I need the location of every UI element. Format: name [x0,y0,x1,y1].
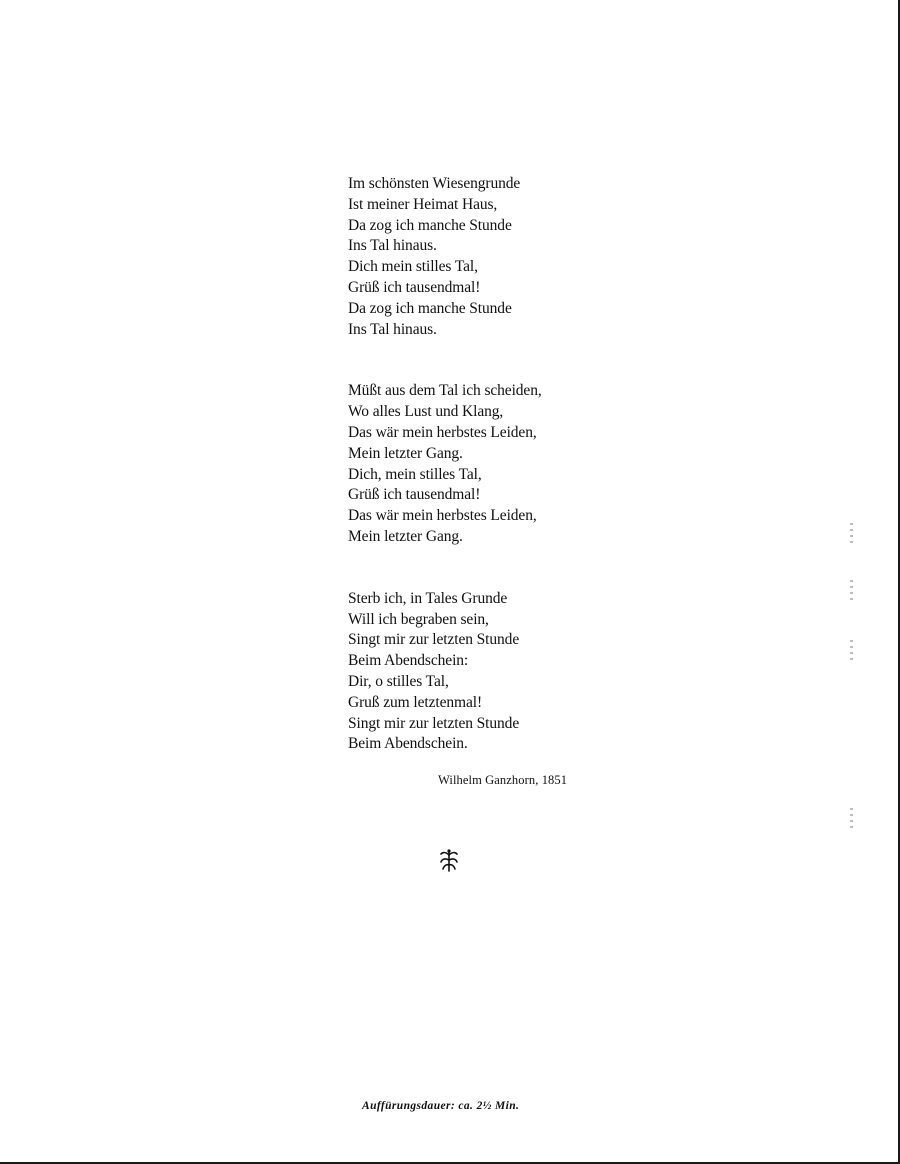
poem-line: Wo alles Lust und Klang, [348,403,504,421]
poem-line: Singt mir zur letzten Stunde [348,631,520,649]
poem-line: Das wär mein herbstes Leiden, [348,423,537,441]
poem-line: Da zog ich manche Stunde [348,216,512,234]
poem-line: Beim Abendschein. [348,735,468,753]
poem-line: Dir, o stilles Tal, [348,672,449,690]
poem-line: Müßt aus dem Tal ich scheiden, [348,382,542,400]
poem-line: Sterb ich, in Tales Grunde [348,589,508,607]
poem-body [348,174,648,796]
poem-line: Das wär mein herbstes Leiden, [348,507,537,525]
poem-line: Ins Tal hinaus. [348,320,437,338]
poem-line: Grüß ich tausendmal! [348,486,481,504]
poem-line: Mein letzter Gang. [348,444,463,462]
poem-line: Ist meiner Heimat Haus, [348,195,498,213]
poem-line: Im schönsten Wiesengrunde [348,175,521,192]
poem-line: Da zog ich manche Stunde [348,299,512,317]
poem-line: Dich mein stilles Tal, [348,258,478,276]
poem-line: Gruß zum letztenmal! [348,693,483,711]
margin-tick-mark [850,580,854,604]
margin-tick-mark [850,640,854,664]
poem-line: Will ich begraben sein, [348,610,489,628]
poem-author: Wilhelm Ganzhorn, 1851 [438,773,568,787]
margin-tick-mark [850,808,854,832]
floral-ornament-icon [437,848,461,874]
poem-line: Grüß ich tausendmal! [348,278,481,296]
margin-tick-mark [850,523,854,547]
stanza-2 [348,381,648,547]
stanza-3 [348,589,648,755]
stanza-1 [348,174,648,340]
poem-line: Singt mir zur letzten Stunde [348,714,520,732]
poem-line: Beim Abendschein: [348,652,469,670]
poem-line: Mein letzter Gang. [348,527,463,545]
poem-line: Dich, mein stilles Tal, [348,465,482,483]
poem-line: Ins Tal hinaus. [348,237,437,255]
performance-duration: Auffürungsdauer: ca. 2½ Min. [362,1100,520,1112]
